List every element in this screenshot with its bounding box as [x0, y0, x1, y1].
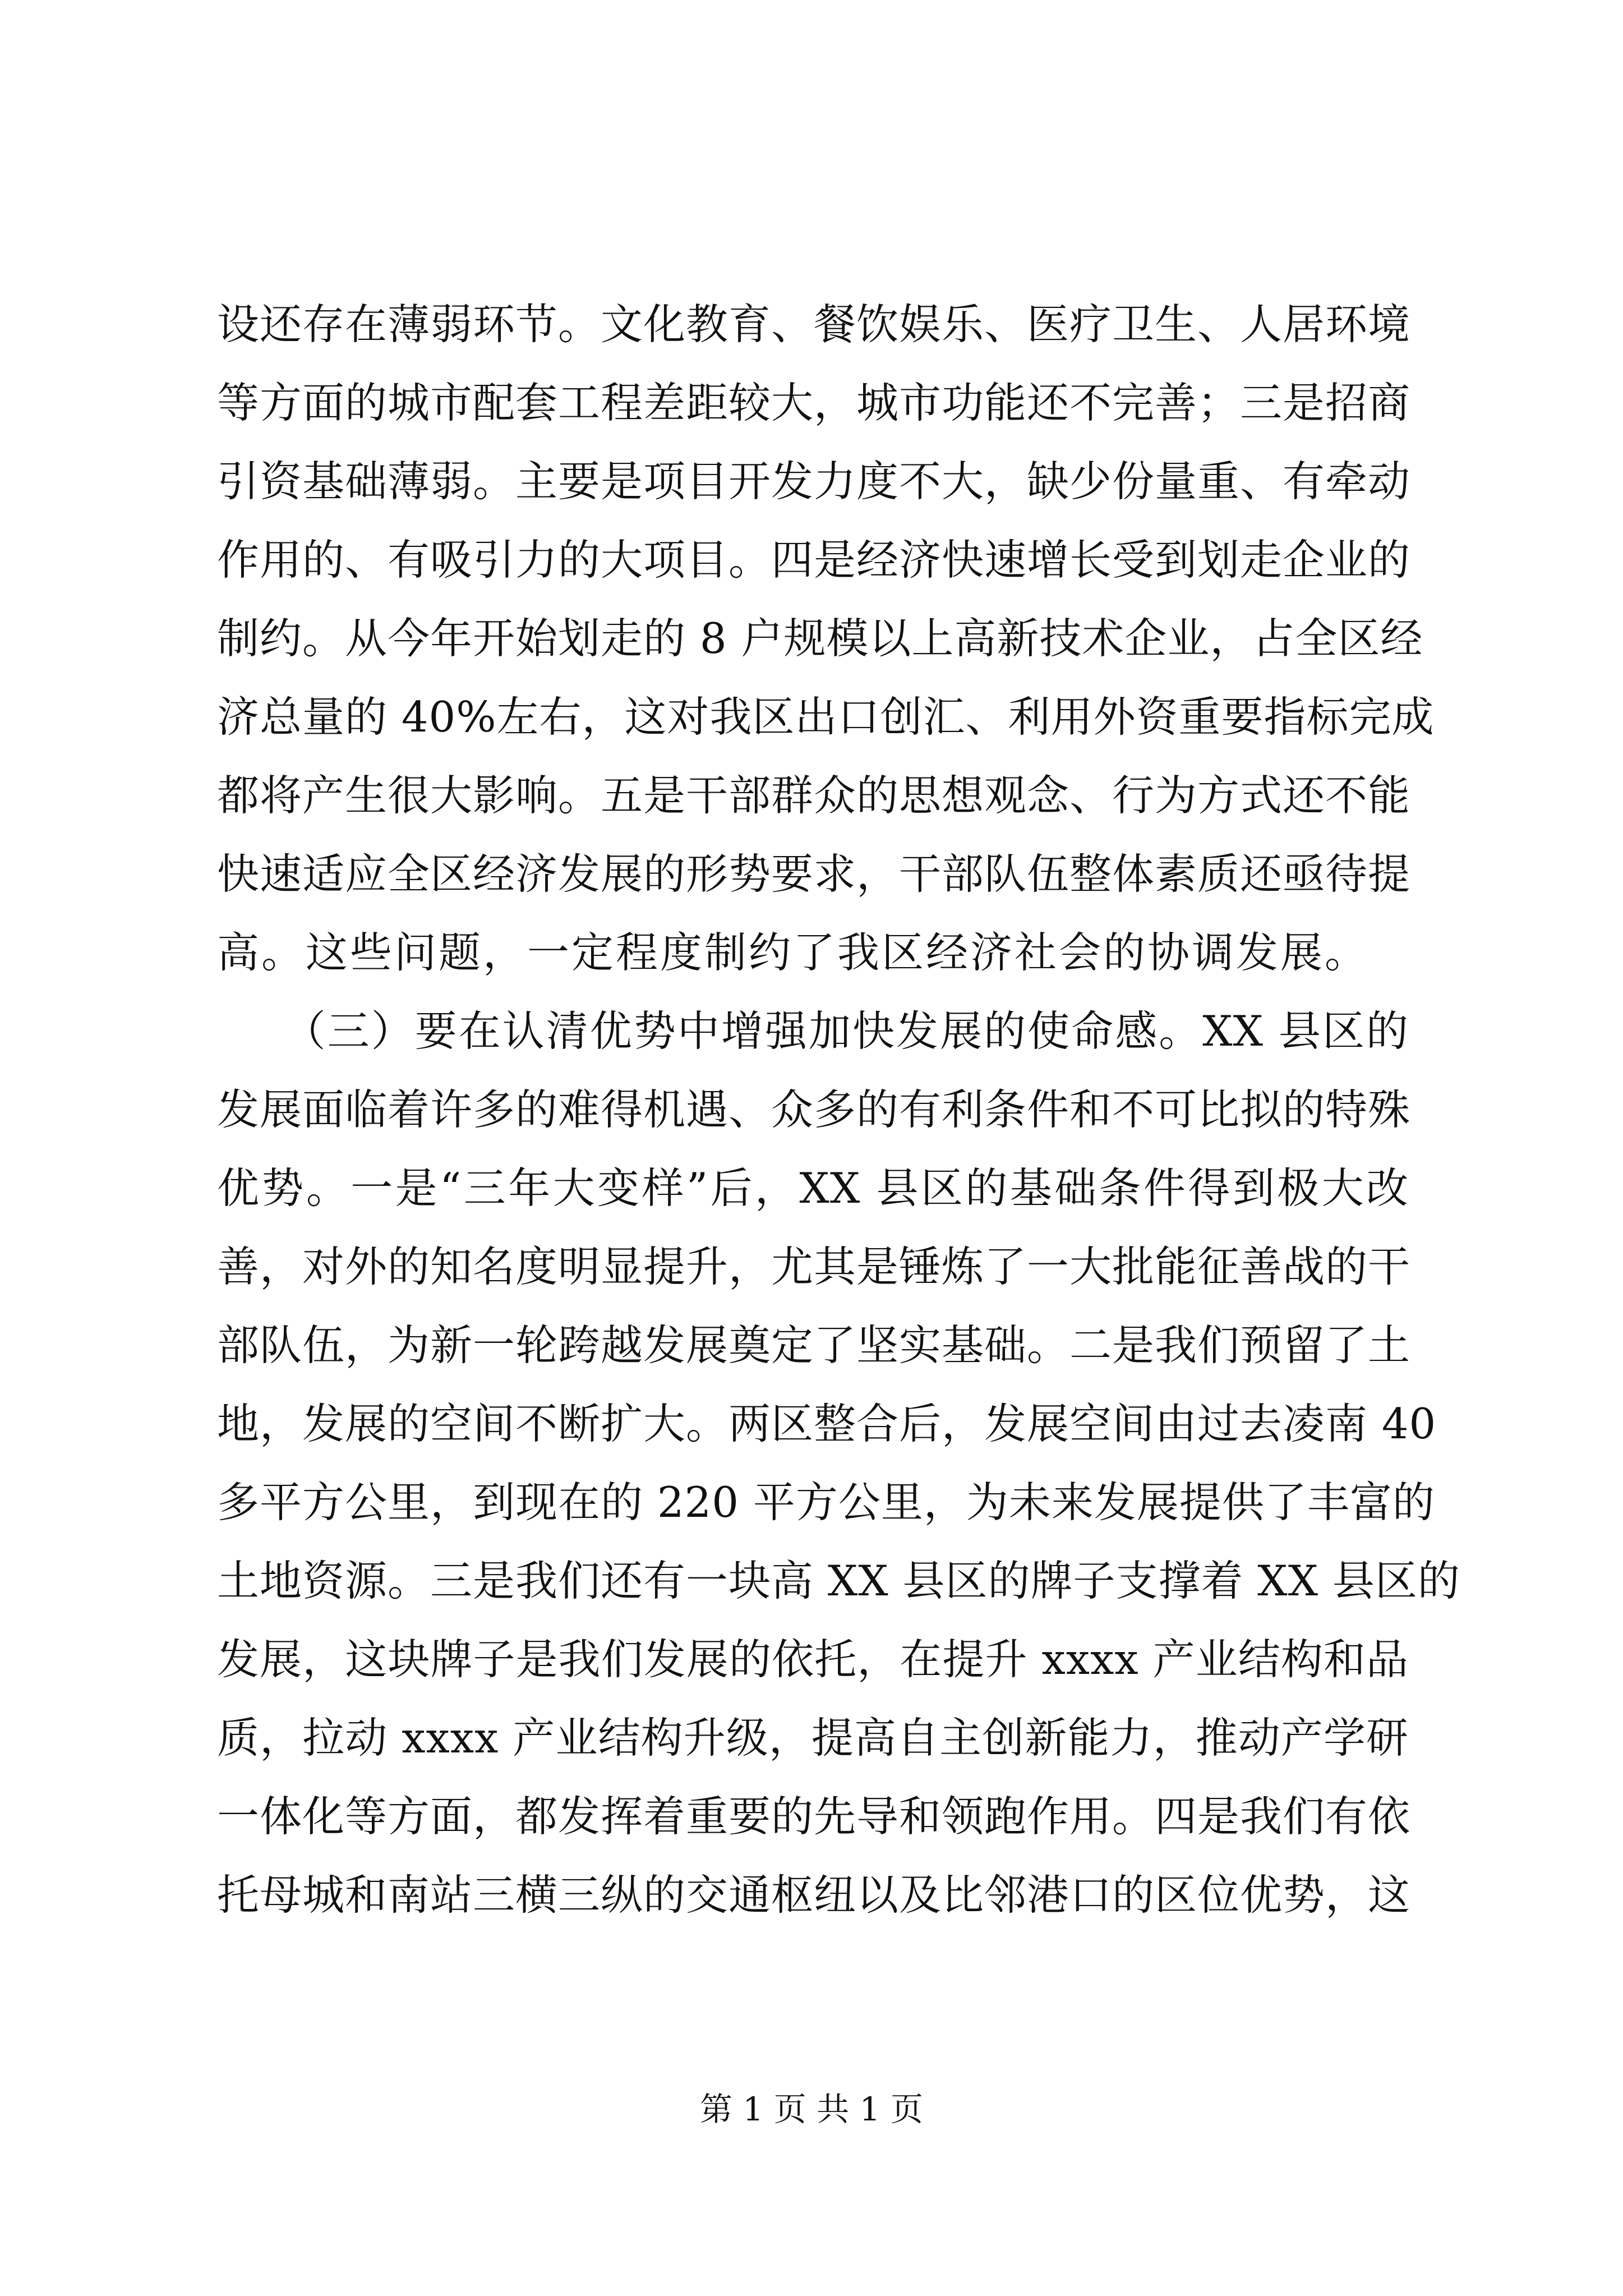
text-line: 都将产生很大影响。五是干部群众的思想观念、行为方式还不能 [217, 771, 1411, 820]
text-line: 地，发展的空间不断扩大。两区整合后，发展空间由过去凌南 40 [217, 1399, 1437, 1448]
text-line: 作用的、有吸引力的大项目。四是经济快速增长受到划走企业的 [217, 535, 1411, 585]
text-line: 制约。从今年开始划走的 8 户规模以上高新技术企业，占全区经 [217, 614, 1423, 663]
text-line: 托母城和南站三横三纵的交通枢纽以及比邻港口的区位优势，这 [217, 1870, 1411, 1920]
text-line: 一体化等方面，都发挥着重要的先导和领跑作用。四是我们有依 [217, 1792, 1411, 1841]
text-line: 高。这些问题，一定程度制约了我区经济社会的协调发展。 [217, 928, 1370, 977]
text-line: 多平方公里，到现在的 220 平方公里，为未来发展提供了丰富的 [217, 1478, 1435, 1527]
text-line: 土地资源。三是我们还有一块高 XX 县区的牌子支撑着 XX 县区的 [217, 1556, 1460, 1605]
text-line: 发展面临着许多的难得机遇、众多的有利条件和不可比拟的特殊 [217, 1085, 1411, 1134]
text-line: 部队伍，为新一轮跨越发展奠定了坚实基础。二是我们预留了土 [217, 1320, 1411, 1370]
section-heading-line: （三）要在认清优势中增强加快发展的使命感。XX 县区的 [217, 1006, 1409, 1056]
page-footer: 第 1 页 共 1 页 [700, 2090, 923, 2128]
text-line: 质，拉动 xxxx 产业结构升级，提高自主创新能力，推动产学研 [217, 1713, 1409, 1763]
text-line: 引资基础薄弱。主要是项目开发力度不大，缺少份量重、有牵动 [217, 457, 1411, 506]
body-text [217, 285, 1460, 1934]
text-line: 善，对外的知名度明显提升，尤其是锤炼了一大批能征善战的干 [217, 1242, 1411, 1291]
text-line: 设还存在薄弱环节。文化教育、餐饮娱乐、医疗卫生、人居环境 [217, 300, 1411, 349]
text-line: 优势。一是“三年大变样”后，XX 县区的基础条件得到极大改 [217, 1163, 1409, 1213]
text-line: 发展，这块牌子是我们发展的依托，在提升 xxxx 产业结构和品 [217, 1635, 1409, 1684]
text-line: 济总量的 40%左右，这对我区出口创汇、利用外资重要指标完成 [217, 692, 1435, 742]
text-line: 快速适应全区经济发展的形势要求，干部队伍整体素质还亟待提 [217, 849, 1411, 899]
text-line: 等方面的城市配套工程差距较大，城市功能还不完善；三是招商 [217, 378, 1411, 427]
